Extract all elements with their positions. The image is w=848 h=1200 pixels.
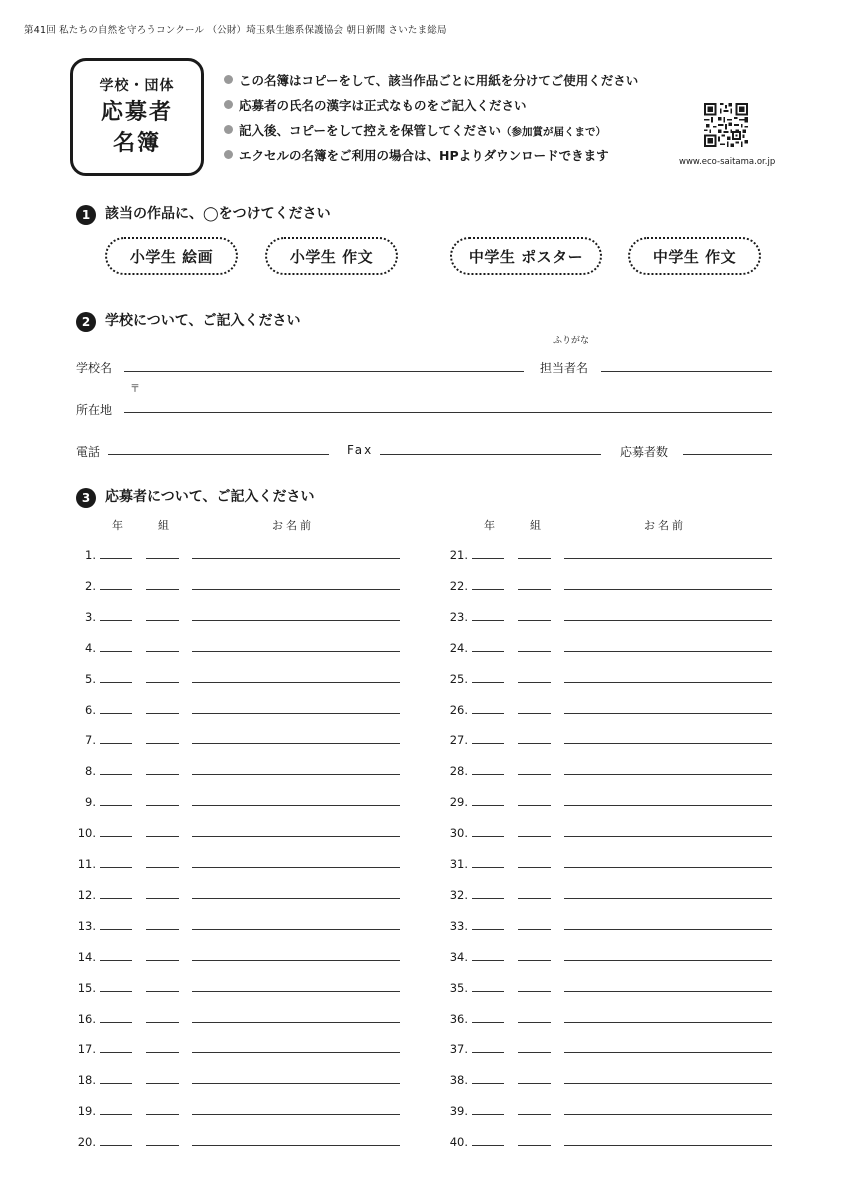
year-field[interactable]	[100, 1083, 132, 1084]
class-field[interactable]	[146, 929, 179, 930]
year-field[interactable]	[100, 898, 132, 899]
row-number: 24.	[449, 640, 468, 655]
year-field[interactable]	[100, 991, 132, 992]
name-field[interactable]	[192, 960, 400, 961]
right-col-class-header: 組	[530, 519, 541, 532]
year-field[interactable]	[472, 743, 504, 744]
name-field[interactable]	[564, 620, 772, 621]
note-text: この名簿はコピーをして、該当作品ごとに用紙を分けてご使用ください	[239, 73, 639, 88]
class-field[interactable]	[518, 1114, 551, 1115]
name-field[interactable]	[564, 1145, 772, 1146]
section3-number-badge: 3	[76, 488, 96, 508]
name-field[interactable]	[192, 1083, 400, 1084]
row-number: 35.	[449, 980, 468, 995]
class-field[interactable]	[518, 867, 551, 868]
fax-field[interactable]	[380, 454, 601, 455]
class-field[interactable]	[146, 991, 179, 992]
note-item	[224, 147, 638, 172]
row-number: 28.	[449, 764, 468, 779]
row-number: 29.	[449, 795, 468, 810]
class-field[interactable]	[518, 1083, 551, 1084]
row-number: 18.	[77, 1073, 96, 1088]
note-item	[224, 122, 638, 147]
class-field[interactable]	[146, 558, 179, 559]
row-number: 27.	[449, 733, 468, 748]
section1-number-badge: 1	[76, 205, 96, 225]
header-text: 第41回 私たちの自然を守ろうコンクール （公財）埼玉県生態系保護協会 朝日新聞 さいたま総局	[24, 25, 447, 36]
class-field[interactable]	[146, 651, 179, 652]
year-field[interactable]	[472, 991, 504, 992]
class-field[interactable]	[146, 867, 179, 868]
name-field[interactable]	[564, 682, 772, 683]
section1-title: 該当の作品に、◯をつけてください	[105, 206, 331, 222]
title-sub: 学校・団体	[99, 78, 175, 94]
row-number: 20.	[77, 1135, 96, 1150]
name-field[interactable]	[192, 558, 400, 559]
name-field[interactable]	[192, 805, 400, 806]
left-col-class-header: 組	[158, 519, 169, 532]
class-field[interactable]	[518, 991, 551, 992]
year-field[interactable]	[100, 651, 132, 652]
row-number: 16.	[77, 1011, 96, 1026]
name-field[interactable]	[192, 682, 400, 683]
year-field[interactable]	[472, 960, 504, 961]
year-field[interactable]	[472, 774, 504, 775]
row-number: 32.	[449, 887, 468, 902]
name-field[interactable]	[192, 929, 400, 930]
row-number: 30.	[449, 826, 468, 841]
class-field[interactable]	[146, 774, 179, 775]
row-number: 21.	[449, 548, 468, 562]
row-number: 4.	[85, 640, 96, 655]
category-junior-high-poster[interactable]: 中学生 ポスター	[450, 237, 602, 275]
name-field[interactable]	[192, 991, 400, 992]
right-col-year-header: 年	[484, 519, 495, 532]
year-field[interactable]	[472, 1022, 504, 1023]
note-item	[224, 97, 638, 122]
year-field[interactable]	[472, 1145, 504, 1146]
class-field[interactable]	[518, 836, 551, 837]
year-field[interactable]	[100, 867, 132, 868]
row-number: 3.	[85, 609, 96, 624]
class-field[interactable]	[146, 1114, 179, 1115]
row-number: 15.	[77, 980, 96, 995]
name-field[interactable]	[192, 743, 400, 744]
row-number: 2.	[85, 578, 96, 593]
year-field[interactable]	[472, 1083, 504, 1084]
notes-list	[224, 72, 638, 172]
category-junior-high-essay[interactable]: 中学生 作文	[628, 237, 761, 275]
row-number: 13.	[77, 918, 96, 933]
category-elementary-essay[interactable]: 小学生 作文	[265, 237, 398, 275]
class-field[interactable]	[518, 713, 551, 714]
class-field[interactable]	[518, 929, 551, 930]
bullet-icon	[224, 150, 233, 159]
row-number: 40.	[449, 1135, 468, 1150]
name-field[interactable]	[564, 1083, 772, 1084]
year-field[interactable]	[100, 620, 132, 621]
name-field[interactable]	[192, 651, 400, 652]
name-field[interactable]	[564, 589, 772, 590]
teacher-name-field[interactable]	[601, 371, 772, 372]
row-number: 7.	[85, 733, 96, 748]
row-number: 26.	[449, 702, 468, 717]
school-name-field[interactable]	[124, 371, 524, 372]
left-col-year-header: 年	[112, 519, 123, 532]
section2-number-badge: 2	[76, 312, 96, 332]
name-field[interactable]	[564, 805, 772, 806]
row-number: 8.	[85, 764, 96, 779]
class-field[interactable]	[518, 1145, 551, 1146]
year-field[interactable]	[472, 805, 504, 806]
name-field[interactable]	[192, 898, 400, 899]
year-field[interactable]	[100, 1114, 132, 1115]
row-number: 33.	[449, 918, 468, 933]
year-field[interactable]	[100, 929, 132, 930]
fax-label: Fax	[347, 443, 374, 457]
address-label: 所在地	[76, 403, 113, 417]
bullet-icon	[224, 100, 233, 109]
name-field[interactable]	[192, 589, 400, 590]
name-field[interactable]	[564, 1114, 772, 1115]
row-number: 19.	[77, 1104, 96, 1119]
row-number: 5.	[85, 671, 96, 686]
name-field[interactable]	[564, 1022, 772, 1023]
year-field[interactable]	[472, 836, 504, 837]
class-field[interactable]	[146, 713, 179, 714]
class-field[interactable]	[146, 1052, 179, 1053]
year-field[interactable]	[100, 1022, 132, 1023]
year-field[interactable]	[472, 651, 504, 652]
row-number: 38.	[449, 1073, 468, 1088]
class-field[interactable]	[146, 1083, 179, 1084]
name-field[interactable]	[564, 743, 772, 744]
class-field[interactable]	[146, 620, 179, 621]
row-number: 17.	[77, 1042, 96, 1057]
class-field[interactable]	[518, 651, 551, 652]
section2-title: 学校について、ご記入ください	[105, 313, 301, 329]
bullet-icon	[224, 125, 233, 134]
name-field[interactable]	[192, 774, 400, 775]
name-field[interactable]	[192, 1114, 400, 1115]
name-field[interactable]	[564, 558, 772, 559]
year-field[interactable]	[472, 1114, 504, 1115]
name-field[interactable]	[564, 929, 772, 930]
name-field[interactable]	[192, 713, 400, 714]
right-col-name-header: お名前	[644, 519, 686, 532]
section3-heading	[76, 486, 314, 508]
name-field[interactable]	[564, 774, 772, 775]
name-field[interactable]	[564, 991, 772, 992]
class-field[interactable]	[518, 682, 551, 683]
class-field[interactable]	[146, 1145, 179, 1146]
year-field[interactable]	[100, 960, 132, 961]
name-field[interactable]	[192, 620, 400, 621]
class-field[interactable]	[146, 1022, 179, 1023]
year-field[interactable]	[472, 898, 504, 899]
class-field[interactable]	[518, 1052, 551, 1053]
name-field[interactable]	[564, 836, 772, 837]
year-field[interactable]	[472, 589, 504, 590]
name-field[interactable]	[192, 836, 400, 837]
year-field[interactable]	[472, 713, 504, 714]
note-item	[224, 72, 638, 97]
row-number: 12.	[77, 887, 96, 902]
class-field[interactable]	[146, 682, 179, 683]
class-field[interactable]	[146, 960, 179, 961]
row-number: 1.	[85, 548, 96, 562]
year-field[interactable]	[100, 682, 132, 683]
year-field[interactable]	[472, 682, 504, 683]
name-field[interactable]	[564, 713, 772, 714]
left-col-name-header: お名前	[272, 519, 314, 532]
year-field[interactable]	[472, 1052, 504, 1053]
year-field[interactable]	[100, 713, 132, 714]
row-number: 34.	[449, 949, 468, 964]
year-field[interactable]	[100, 805, 132, 806]
class-field[interactable]	[518, 743, 551, 744]
furigana-label: ふりがな	[553, 336, 590, 346]
phone-label: 電話	[76, 445, 101, 459]
row-number: 25.	[449, 671, 468, 686]
class-field[interactable]	[146, 836, 179, 837]
year-field[interactable]	[472, 558, 504, 559]
name-field[interactable]	[564, 960, 772, 961]
name-field[interactable]	[564, 898, 772, 899]
row-number: 9.	[85, 795, 96, 810]
class-field[interactable]	[146, 589, 179, 590]
name-field[interactable]	[192, 1052, 400, 1053]
postal-mark: 〒	[130, 384, 140, 395]
year-field[interactable]	[100, 774, 132, 775]
name-field[interactable]	[192, 1145, 400, 1146]
row-number: 11.	[77, 857, 96, 871]
year-field[interactable]	[472, 867, 504, 868]
name-field[interactable]	[564, 867, 772, 868]
row-number: 14.	[77, 949, 96, 964]
class-field[interactable]	[146, 743, 179, 744]
note-text: エクセルの名簿をご利用の場合は、HPよりダウンロードできます	[239, 148, 609, 163]
title-line2: 名簿	[112, 131, 161, 156]
row-number: 22.	[449, 578, 468, 593]
teacher-name-label: 担当者名	[540, 361, 589, 375]
class-field[interactable]	[518, 774, 551, 775]
row-number: 37.	[449, 1042, 468, 1057]
class-field[interactable]	[518, 805, 551, 806]
applicant-count-label: 応募者数	[620, 445, 669, 459]
website-url: www.eco-saitama.or.jp	[679, 157, 776, 167]
school-name-label: 学校名	[76, 361, 113, 375]
category-elementary-painting[interactable]: 小学生 絵画	[105, 237, 238, 275]
title-box	[70, 58, 204, 176]
phone-field[interactable]	[108, 454, 329, 455]
class-field[interactable]	[518, 1022, 551, 1023]
row-number: 23.	[449, 609, 468, 624]
address-field[interactable]	[124, 412, 772, 413]
title-line1: 応募者	[100, 100, 173, 125]
row-number: 36.	[449, 1011, 468, 1026]
year-field[interactable]	[472, 620, 504, 621]
section1-heading	[76, 203, 331, 225]
year-field[interactable]	[100, 558, 132, 559]
year-field[interactable]	[100, 743, 132, 744]
class-field[interactable]	[518, 898, 551, 899]
class-field[interactable]	[518, 960, 551, 961]
name-field[interactable]	[192, 867, 400, 868]
name-field[interactable]	[192, 1022, 400, 1023]
class-field[interactable]	[518, 589, 551, 590]
class-field[interactable]	[518, 558, 551, 559]
year-field[interactable]	[100, 1145, 132, 1146]
section3-title: 応募者について、ご記入ください	[105, 489, 315, 505]
section2-heading	[76, 310, 300, 332]
bullet-icon	[224, 75, 233, 84]
year-field[interactable]	[100, 1052, 132, 1053]
row-number: 10.	[77, 826, 96, 841]
note-text: 記入後、コピーをして控えを保管してください	[239, 123, 502, 138]
row-number: 39.	[449, 1104, 468, 1119]
year-field[interactable]	[472, 929, 504, 930]
qr-code-icon	[704, 103, 748, 147]
row-number: 6.	[85, 702, 96, 717]
name-field[interactable]	[564, 651, 772, 652]
class-field[interactable]	[146, 805, 179, 806]
note-text: 応募者の氏名の漢字は正式なものをご記入ください	[239, 98, 527, 113]
year-field[interactable]	[100, 589, 132, 590]
row-number: 31.	[449, 857, 468, 871]
name-field[interactable]	[564, 1052, 772, 1053]
note-small-text: （参加賞が届くまで）	[501, 126, 607, 138]
year-field[interactable]	[100, 836, 132, 837]
class-field[interactable]	[146, 898, 179, 899]
applicant-count-field[interactable]	[683, 454, 772, 455]
class-field[interactable]	[518, 620, 551, 621]
